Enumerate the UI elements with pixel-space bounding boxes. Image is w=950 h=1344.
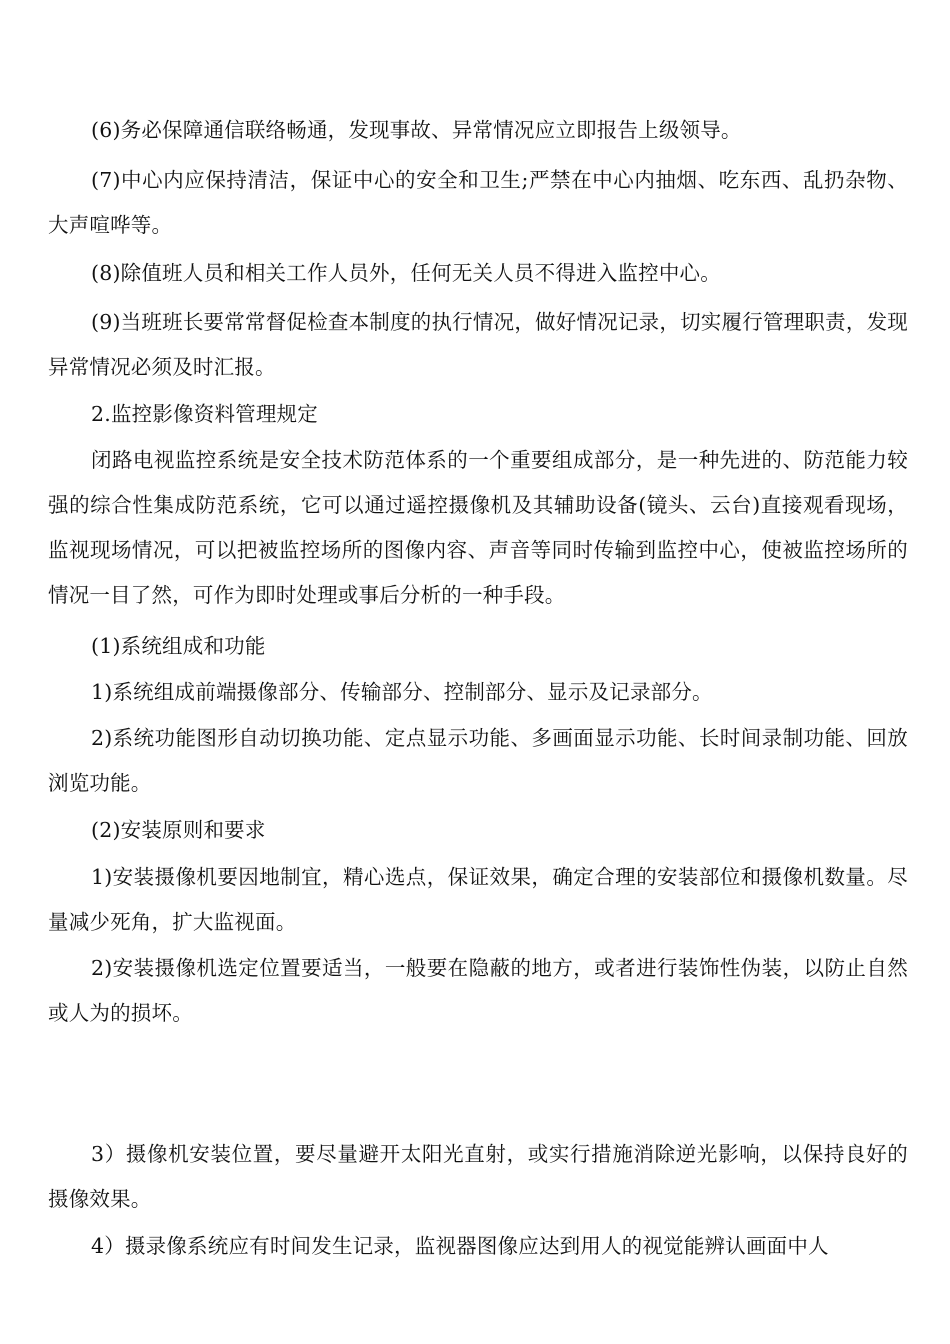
paragraph-item-9: (9)当班班长要常常督促检查本制度的执行情况，做好情况记录，切实履行管理职责，发现异常情况必须及时汇报。 [48,310,908,379]
paragraph-item-7: (7)中心内应保持清洁，保证中心的安全和卫生;严禁在中心内抽烟、吃东西、乱扔杂物、大声喧哗等。 [48,168,908,237]
paragraph-cctv-intro: 闭路电视监控系统是安全技术防范体系的一个重要组成部分，是一种先进的、防范能力较强的综合性集成防范系统，它可以通过遥控摄像机及其辅助设备(镜头、云台)直接观看现场，监视现场情况，可以把被监控场所的图像内容、声音等同时传输到监控中心，使被监控场所的情况一目了然，可作为即时处理或事后分析的一种手段。 [48,448,908,607]
list-item-composition: 1)系统组成前端摄像部分、传输部分、控制部分、显示及记录部分。 [91,680,713,704]
list-item-install-2: 2)安装摄像机选定位置要适当，一般要在隐蔽的地方，或者进行装饰性伪装，以防止自然或人为的损坏。 [48,956,908,1025]
list-item-install-1: 1)安装摄像机要因地制宜，精心选点，保证效果，确定合理的安装部位和摄像机数量。尽量减少死角，扩大监视面。 [48,865,908,934]
section-heading: 2.监控影像资料管理规定 [91,402,318,426]
paragraph-item-6: (6)务必保障通信联络畅通，发现事故、异常情况应立即报告上级领导。 [91,118,742,142]
subheading-installation: (2)安装原则和要求 [91,818,266,842]
list-item-functions: 2)系统功能图形自动切换功能、定点显示功能、多画面显示功能、长时间录制功能、回放浏览功能。 [48,726,908,795]
list-item-install-3: 3）摄像机安装位置，要尽量避开太阳光直射，或实行措施消除逆光影响，以保持良好的摄像效果。 [48,1142,908,1211]
subheading-system-composition: (1)系统组成和功能 [91,634,266,658]
list-item-install-4: 4）摄录像系统应有时间发生记录，监视器图像应达到用人的视觉能辨认画面中人 [91,1234,829,1258]
paragraph-item-8: (8)除值班人员和相关工作人员外，任何无关人员不得进入监控中心。 [91,261,721,285]
